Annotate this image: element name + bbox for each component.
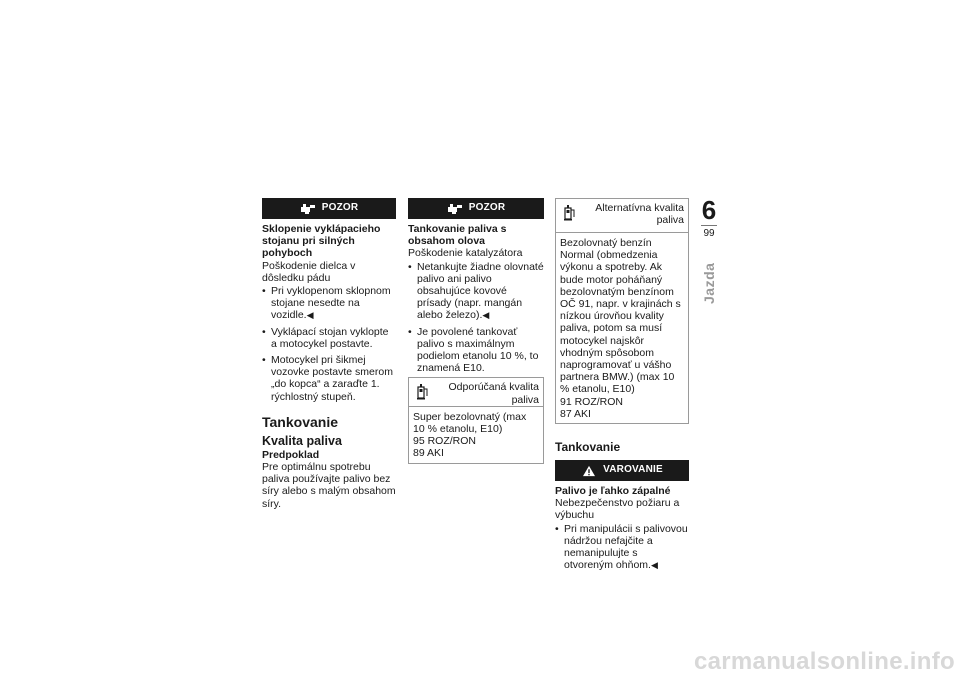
page-number: 99: [703, 228, 715, 239]
fuel-line: 95 ROZ/RON: [413, 435, 477, 448]
caution-banner-text: POZOR: [321, 202, 359, 214]
fuel-line: Bezolovnatý benzín Normal (obmedzenia výkonu a spotreby. Ak bude motor poháňaný bezolovnatým benzínom OČ 91, napr. v krajinách s nízkou úrovňou kvality paliva, potom sa musí motocykel najskôr vhodným spôsobom naprogramovať u vášho partnera BMW.) (max 10 % etanolu, E10): [560, 237, 681, 396]
fuel-box-label: Alternatívna kvalita paliva: [595, 202, 684, 227]
fuel-line: 89 AKI: [413, 447, 444, 460]
damage-hand-icon: [300, 203, 316, 215]
section-title: Tankovanie: [555, 440, 621, 455]
warning-intro: Nebezpečenstvo požiaru a výbuchu: [555, 497, 680, 522]
list-item: • Je povolené tankovať palivo s maximálnym podielom etanolu 10 %, to znamená E10.: [408, 326, 544, 375]
fuel-line: 91 ROZ/RON: [560, 395, 624, 408]
column-2: [408, 198, 544, 464]
chapter-side-label: Jazda: [701, 262, 717, 304]
fuel-box-label: Odporúčaná kvalita paliva: [448, 381, 539, 406]
recommended-fuel-box: [408, 377, 544, 463]
chapter-number: 6: [701, 195, 717, 225]
list-item: • Motocykel pri šikmej vozovke postavte smerom „do kopca“ a zaraďte 1. rýchlostný stupeň.: [262, 354, 396, 403]
fuel-line: Super bezolovnatý (max 10 % etanolu, E10): [413, 410, 527, 436]
fuel-line: 87 AKI: [560, 407, 591, 420]
list-item: • Pri vyklopenom sklopnom stojane nesedte na vozidle.◀: [262, 285, 396, 322]
chapter-tab: [700, 195, 718, 304]
caution-heading: Tankovanie paliva s obsahom olova: [408, 223, 507, 248]
caution-banner-text: POZOR: [468, 202, 506, 214]
caution-list: [262, 285, 396, 403]
warning-heading: Palivo je ľahko zápalné: [555, 485, 671, 498]
column-3: [555, 198, 689, 571]
column-1: [262, 198, 396, 510]
caution-banner: [262, 198, 396, 219]
alternative-fuel-box: [555, 198, 689, 424]
prerequisite-heading: Predpoklad: [262, 448, 320, 461]
list-item: • Netankujte žiadne olovnaté palivo ani palivo obsahujúce kovové prísady (napr. mangán alebo železo).◀: [408, 261, 544, 322]
caution-intro: Poškodenie dielca v dôsledku pádu: [262, 259, 356, 284]
prerequisite-text: Pre optimálnu spotrebu paliva používajte palivo bez síry alebo s malým obsahom síry.: [262, 461, 396, 510]
caution-list: [408, 261, 544, 375]
section-title: Tankovanie: [262, 413, 338, 430]
damage-hand-icon: [447, 203, 463, 215]
warning-banner-text: VAROVANIE: [603, 464, 663, 476]
caution-banner: [408, 198, 544, 219]
warning-banner: [555, 460, 689, 481]
caution-intro: Poškodenie katalyzátora: [408, 247, 523, 260]
chapter-divider: [701, 225, 717, 226]
list-item: • Vyklápací stojan vyklopte a motocykel postavte.: [262, 326, 396, 350]
warning-triangle-icon: [581, 465, 597, 477]
list-item: • Pri manipulácii s palivovou nádržou nefajčite a nemanipulujte s otvoreným ohňom.◀: [555, 523, 689, 572]
caution-heading: Sklopenie vyklápacieho stojanu pri silných pohyboch: [262, 223, 381, 260]
end-mark: ◀: [482, 310, 490, 321]
subsection-title: Kvalita paliva: [262, 433, 342, 448]
end-mark: ◀: [306, 310, 314, 321]
warning-list: [555, 523, 689, 572]
watermark: carmanualsonline.info: [693, 648, 955, 675]
fuel-pump-icon: [564, 204, 576, 222]
fuel-pump-icon: [417, 383, 429, 401]
end-mark: ◀: [650, 560, 658, 571]
